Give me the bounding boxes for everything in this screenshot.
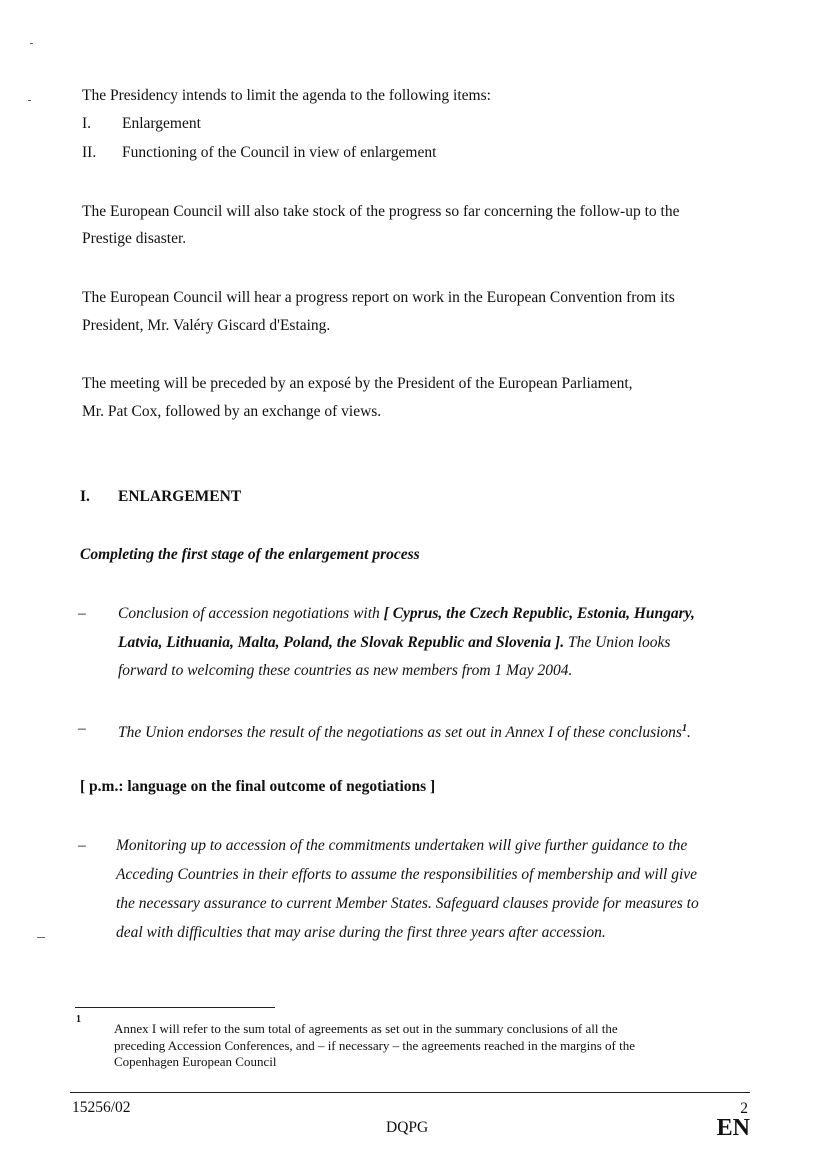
scan-speck [37, 937, 45, 938]
scan-speck [30, 43, 33, 44]
footnote-reference: 1 [681, 723, 687, 734]
bullet-end: . [686, 724, 691, 742]
scan-speck [28, 100, 31, 101]
paragraph-line: The meeting will be preceded by an exposé by the President of the European Parliament, [82, 375, 633, 392]
footnote-line: Copenhagen European Council [114, 1054, 277, 1069]
footnote-text [114, 1021, 635, 1071]
bullet-line: Acceding Countries in their efforts to assume the responsibilities of membership and will give [116, 866, 698, 883]
bullet-line [118, 633, 670, 653]
footnote-separator [75, 1007, 275, 1008]
paragraph-line: The European Council will also take stock of the progress so far concerning the follow-up to the [82, 203, 680, 220]
bullet-line: forward to welcoming these countries as new members from 1 May 2004. [118, 662, 573, 679]
country-list: Latvia, Lithuania, Malta, Poland, the Slovak Republic and Slovenia ]. [118, 634, 565, 651]
language-code: EN [716, 1115, 750, 1141]
bullet-text: The Union endorses the result of the negotiations as set out in Annex I of these conclusions [118, 724, 682, 742]
bullet-text: The Union looks [564, 634, 671, 651]
footnote-number: 1 [76, 1014, 81, 1025]
agenda-item-label: Enlargement [122, 115, 201, 132]
bullet-line [118, 719, 691, 743]
section-title: ENLARGEMENT [118, 488, 242, 505]
country-list: [ Cyprus, the Czech Republic, Estonia, Hungary, [383, 605, 695, 622]
agenda-item-number: II. [82, 144, 97, 161]
section-number: I. [80, 488, 90, 505]
bullet-line: deal with difficulties that may arise during the first three years after accession. [116, 924, 606, 941]
paragraph-line: Prestige disaster. [82, 230, 187, 247]
bullet-text: Conclusion of accession negotiations with [118, 605, 384, 622]
footnote-line: Annex I will refer to the sum total of agreements as set out in the summary conclusions of all the [114, 1021, 618, 1036]
footnote-line: preceding Accession Conferences, and – if necessary – the agreements reached in the margins of the [114, 1037, 636, 1053]
document-number: 15256/02 [72, 1099, 131, 1116]
page-number: 2 [740, 1100, 748, 1117]
agenda-intro: The Presidency intends to limit the agenda to the following items: [82, 87, 491, 104]
paragraph-line: President, Mr. Valéry Giscard d'Estaing. [82, 317, 331, 334]
bullet-line: the necessary assurance to current Member States. Safeguard clauses provide for measures to [116, 895, 699, 912]
bullet-line: Monitoring up to accession of the commitments undertaken will give further guidance to the [116, 837, 688, 854]
bullet-marker: – [78, 720, 86, 737]
footer-rule [70, 1092, 750, 1093]
bullet-marker: – [78, 837, 86, 854]
pm-note: [ p.m.: language on the final outcome of negotiations ] [80, 778, 436, 795]
agenda-item-number: I. [82, 115, 92, 132]
bullet-line [118, 604, 695, 624]
paragraph-line: Mr. Pat Cox, followed by an exchange of views. [82, 403, 382, 420]
paragraph-line: The European Council will hear a progress report on work in the European Convention from its [82, 289, 675, 306]
agenda-item-label: Functioning of the Council in view of enlargement [122, 144, 437, 161]
section-subheading: Completing the first stage of the enlargement process [80, 546, 420, 563]
bullet-marker: – [78, 605, 86, 622]
department-code: DQPG [386, 1119, 429, 1136]
